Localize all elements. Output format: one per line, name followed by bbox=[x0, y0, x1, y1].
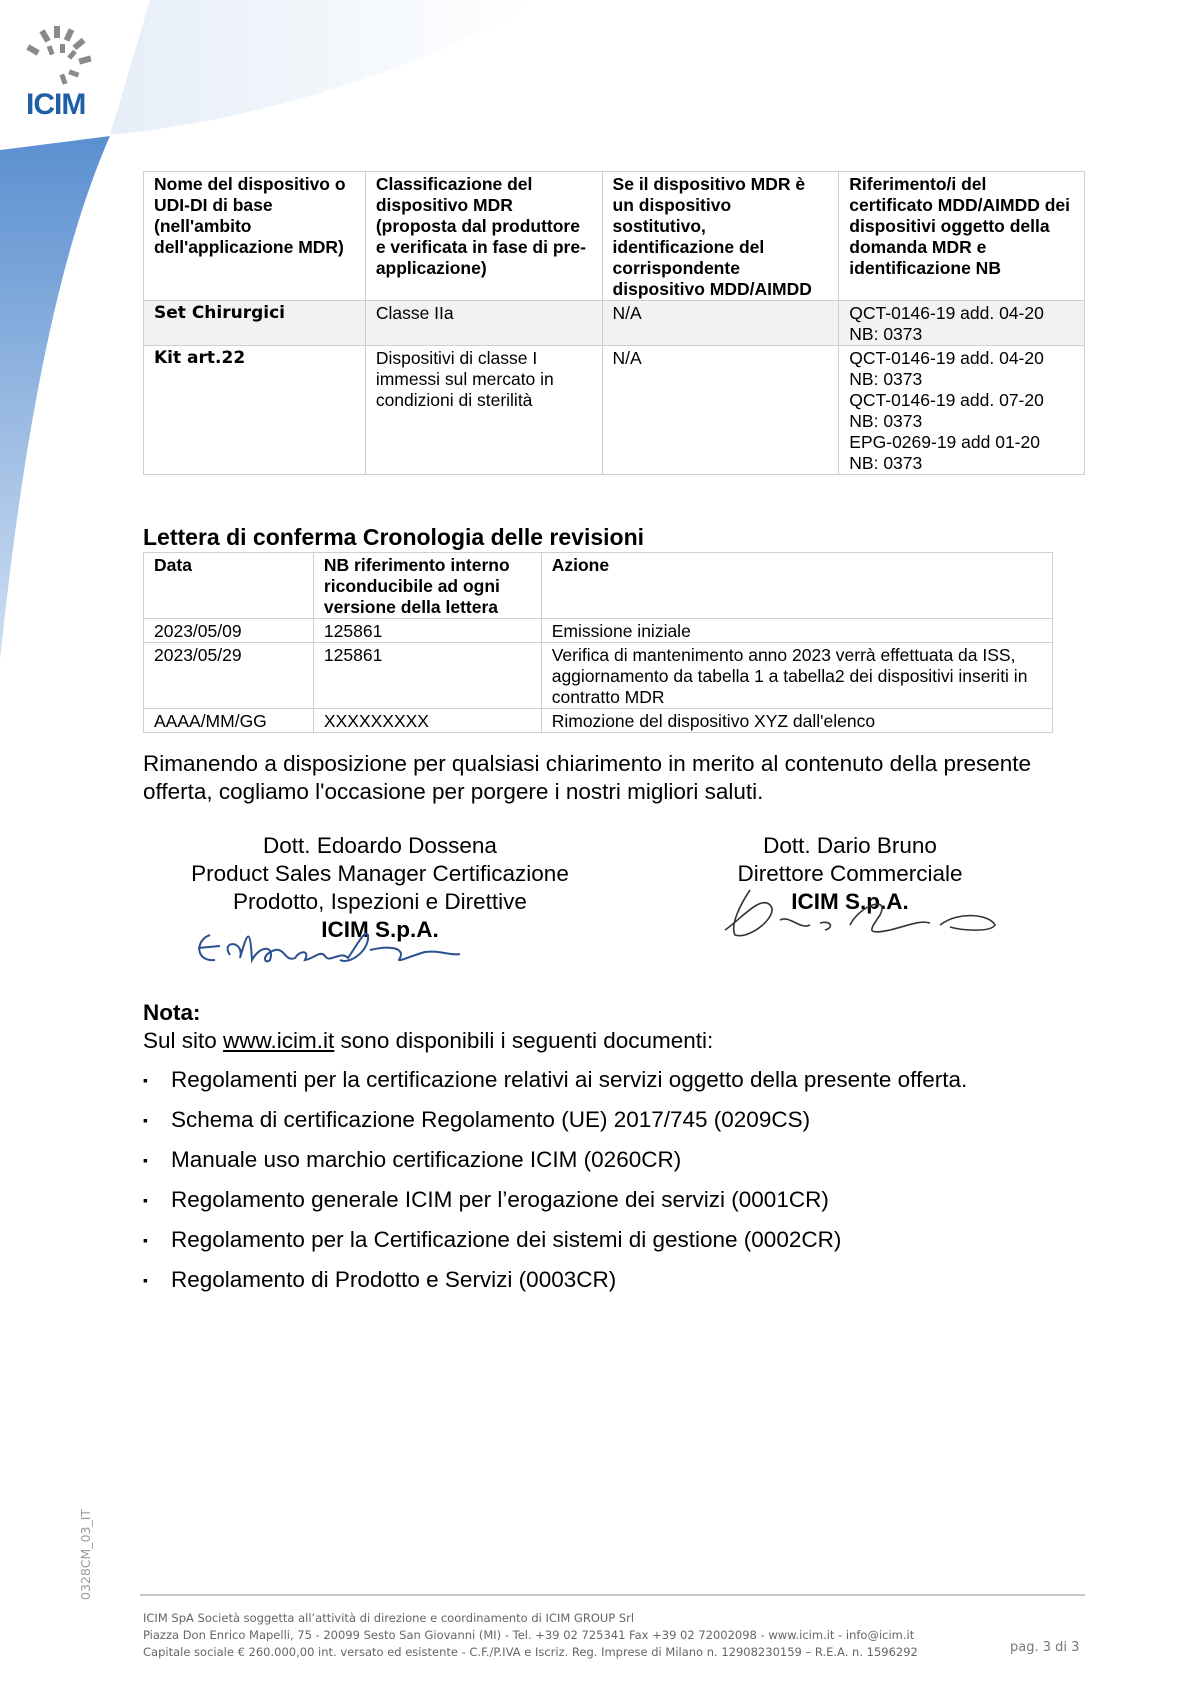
footer-line-2: Piazza Don Enrico Mapelli, 75 - 20099 Sesto San Giovanni (MI) - Tel. +39 02 725341 Fax +39 02 72002098 - www.icim.it - info@icim.it bbox=[143, 1628, 915, 1642]
signer-role: Prodotto, Ispezioni e Direttive bbox=[233, 889, 527, 914]
devices-table bbox=[143, 171, 1085, 475]
footer-line-1: ICIM SpA Società soggetta all’attività di direzione e coordinamento di ICIM GROUP Srl bbox=[143, 1611, 635, 1625]
list-item bbox=[143, 1226, 967, 1266]
revision-action: Emissione iniziale bbox=[541, 619, 1052, 643]
reference-line: QCT-0146-19 add. 07-20 bbox=[849, 390, 1044, 410]
device-name: Kit art.22 bbox=[144, 346, 366, 475]
header-internal-ref: NB riferimento interno riconducibile ad ogni versione della lettera bbox=[313, 553, 541, 619]
signer-company: ICIM S.p.A. bbox=[791, 889, 909, 914]
revision-date: 2023/05/09 bbox=[144, 619, 314, 643]
header-date: Data bbox=[144, 553, 314, 619]
footer-divider bbox=[140, 1594, 1085, 1596]
bullet-icon: ▪ bbox=[143, 1232, 148, 1248]
list-item bbox=[143, 1066, 967, 1106]
note-title: Nota: bbox=[143, 1000, 201, 1025]
signer-name: Dott. Edoardo Dossena bbox=[263, 833, 497, 858]
note-intro-prefix: Sul sito bbox=[143, 1028, 224, 1053]
device-name: Set Chirurgici bbox=[144, 301, 366, 346]
table-row bbox=[144, 643, 1053, 709]
device-references bbox=[839, 346, 1085, 475]
device-references bbox=[839, 301, 1085, 346]
revision-date: AAAA/MM/GG bbox=[144, 709, 314, 733]
document-title: Schema di certificazione Regolamento (UE) 2017/745 (0209CS) bbox=[171, 1107, 811, 1132]
bullet-icon: ▪ bbox=[143, 1192, 148, 1208]
list-item bbox=[143, 1106, 967, 1146]
bullet-icon: ▪ bbox=[143, 1112, 148, 1128]
header-device-name: Nome del dispositivo o UDI-DI di base (nell'ambito dell'applicazione MDR) bbox=[144, 172, 366, 301]
footer-line-3: Capitale sociale € 260.000,00 int. versato ed esistente - C.F./P.IVA e Iscriz. Reg. Imprese di Milano n. 12908230159 – R.E.A. n. 1596292 bbox=[143, 1645, 918, 1659]
table-row bbox=[144, 709, 1053, 733]
reference-line: EPG-0269-19 add 01-20 bbox=[849, 432, 1040, 452]
revision-ref: 125861 bbox=[313, 643, 541, 709]
footer bbox=[143, 1610, 918, 1661]
revisions-title: Lettera di conferma Cronologia delle revisioni bbox=[143, 524, 645, 550]
note-intro-suffix: sono disponibili i seguenti documenti: bbox=[334, 1028, 714, 1053]
reference-line: NB: 0373 bbox=[849, 324, 923, 344]
reference-line: NB: 0373 bbox=[849, 411, 923, 431]
header-action: Azione bbox=[541, 553, 1052, 619]
revision-action: Rimozione del dispositivo XYZ dall'elenco bbox=[541, 709, 1052, 733]
revision-ref: XXXXXXXXX bbox=[313, 709, 541, 733]
bullet-icon: ▪ bbox=[143, 1072, 148, 1088]
logo-text: ICIM bbox=[26, 88, 86, 121]
signer-company: ICIM S.p.A. bbox=[321, 917, 439, 942]
device-classification: Classe IIa bbox=[365, 301, 602, 346]
reference-line: QCT-0146-19 add. 04-20 bbox=[849, 303, 1044, 323]
signer-role: Product Sales Manager Certificazione bbox=[191, 861, 569, 886]
documents-list bbox=[143, 1066, 967, 1306]
device-replacement: N/A bbox=[602, 346, 839, 475]
header-references: Riferimento/i del certificato MDD/AIMDD dei dispositivi oggetto della domanda MDR e identificazione NB bbox=[839, 172, 1085, 301]
list-item bbox=[143, 1186, 967, 1226]
table-row bbox=[144, 619, 1053, 643]
revisions-table bbox=[143, 552, 1053, 733]
note-intro bbox=[143, 1028, 713, 1054]
reference-line: NB: 0373 bbox=[849, 369, 923, 389]
document-title: Manuale uso marchio certificazione ICIM (0260CR) bbox=[171, 1147, 682, 1172]
closing-paragraph: Rimanendo a disposizione per qualsiasi chiarimento in merito al contenuto della presente offerta, cogliamo l'occasione per porgere i nostri migliori saluti. bbox=[143, 751, 1032, 804]
table-row bbox=[144, 301, 1085, 346]
page-number: pag. 3 di 3 bbox=[1010, 1640, 1080, 1655]
document-title: Regolamento generale ICIM per l’erogazione dei servizi (0001CR) bbox=[171, 1187, 829, 1212]
document-title: Regolamento per la Certificazione dei sistemi di gestione (0002CR) bbox=[171, 1227, 842, 1252]
header-classification: Classificazione del dispositivo MDR (proposta dal produttore e verificata in fase di pre-applicazione) bbox=[365, 172, 602, 301]
reference-line: QCT-0146-19 add. 04-20 bbox=[849, 348, 1044, 368]
reference-line: NB: 0373 bbox=[849, 453, 923, 473]
signer-role: Direttore Commerciale bbox=[737, 861, 963, 886]
handwritten-signature-right bbox=[720, 885, 1020, 945]
document-code: 0328CM_03_IT bbox=[78, 1508, 93, 1600]
revision-action: Verifica di mantenimento anno 2023 verrà effettuata da ISS, aggiornamento da tabella 1 a tabella2 dei dispositivi inseriti in contratto MDR bbox=[541, 643, 1052, 709]
handwritten-signature-left bbox=[190, 920, 490, 970]
website-link[interactable]: www.icim.it bbox=[223, 1028, 335, 1053]
document-title: Regolamento di Prodotto e Servizi (0003CR) bbox=[171, 1267, 617, 1292]
header-replacement: Se il dispositivo MDR è un dispositivo sostitutivo, identificazione del corrispondente dispositivo MDD/AIMDD bbox=[602, 172, 839, 301]
document-title: Regolamenti per la certificazione relativi ai servizi oggetto della presente offerta. bbox=[171, 1067, 968, 1092]
table-row bbox=[144, 346, 1085, 475]
logo-icon bbox=[22, 24, 102, 94]
revision-ref: 125861 bbox=[313, 619, 541, 643]
list-item bbox=[143, 1146, 967, 1186]
list-item bbox=[143, 1266, 967, 1306]
bullet-icon: ▪ bbox=[143, 1152, 148, 1168]
bullet-icon: ▪ bbox=[143, 1272, 148, 1288]
revisions-header-row bbox=[144, 553, 1053, 619]
device-replacement: N/A bbox=[602, 301, 839, 346]
revision-date: 2023/05/29 bbox=[144, 643, 314, 709]
device-classification: Dispositivi di classe I immessi sul mercato in condizioni di sterilità bbox=[365, 346, 602, 475]
devices-header-row bbox=[144, 172, 1085, 301]
signer-name: Dott. Dario Bruno bbox=[763, 833, 937, 858]
